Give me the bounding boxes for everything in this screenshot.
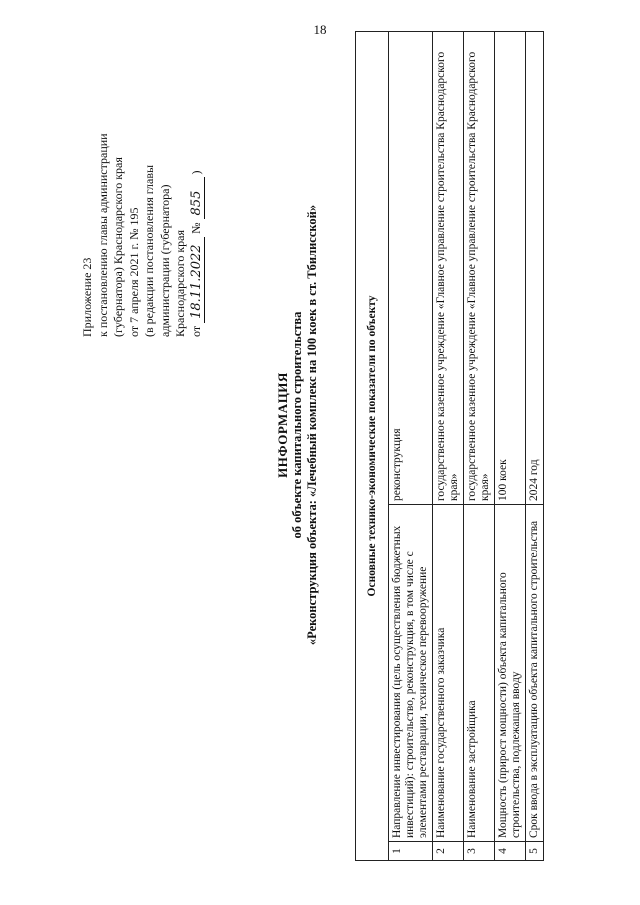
table-row [433,32,464,861]
row-indicator-value: реконструкция [389,32,433,505]
row-number: 2 [433,842,464,861]
title-heading: ИНФОРМАЦИЯ [275,372,290,478]
table-row [495,32,526,861]
appendix-line: (в редакции постановления главы [142,164,156,337]
appendix-line: (губернатора) Краснодарского края [111,157,125,337]
title-object: «Реконструкция объекта: «Лечебный комплекс на 100 коек в ст. Тбилисской» [305,204,319,646]
appendix-line: к постановлению главы администрации [95,133,110,337]
appendix-line: Краснодарского края [173,229,187,337]
handwritten-date: 18.11.2022 [189,237,206,323]
row-indicator-name: Мощность (прирост мощности) объекта капитального строительства, подлежащая вводу [495,505,526,842]
row-indicator-name: Срок ввода в эксплуатацию объекта капитального строительства [526,505,544,842]
row-indicator-name: Наименование государственного заказчика [433,505,464,842]
page-number: 18 [313,22,327,37]
number-sign: № [188,222,203,234]
from-label: от [188,325,203,337]
table-row [464,32,495,861]
row-number: 1 [389,842,433,861]
table-header: Основные технико-экономические показатели по объекту [356,32,389,861]
closing-paren: ) [188,170,203,175]
row-indicator-name: Направление инвестирования (цель осуществления бюджетных инвестиций): строительство, реконструкция, в том числе с элементами реставрации, техническое перевооружение [389,505,433,842]
appendix-line: администрации (губернатора) [157,184,172,337]
indicators-table [355,31,544,861]
row-number: 5 [526,842,544,861]
row-indicator-value: 100 коек [495,32,526,505]
row-indicator-value: 2024 год [526,32,544,505]
appendix-line: от 7 апреля 2021 г. № 195 [126,207,141,337]
title-subheading: об объекте капитального строительства [290,311,304,539]
row-number: 4 [495,842,526,861]
table-row [526,32,544,861]
appendix-line-signature [189,7,206,337]
row-indicator-value: государственное казенное учреждение «Главное управление строительства Краснодарского края» [464,32,495,505]
row-indicator-name: Наименование застройщика [464,505,495,842]
row-indicator-value: государственное казенное учреждение «Главное управление строительства Краснодарского края» [433,32,464,505]
handwritten-number: 855 [189,177,206,219]
table-row [389,32,433,861]
document-title [275,5,320,845]
appendix-line: Приложение 23 [80,257,94,337]
appendix-block [80,7,205,337]
row-number: 3 [464,842,495,861]
